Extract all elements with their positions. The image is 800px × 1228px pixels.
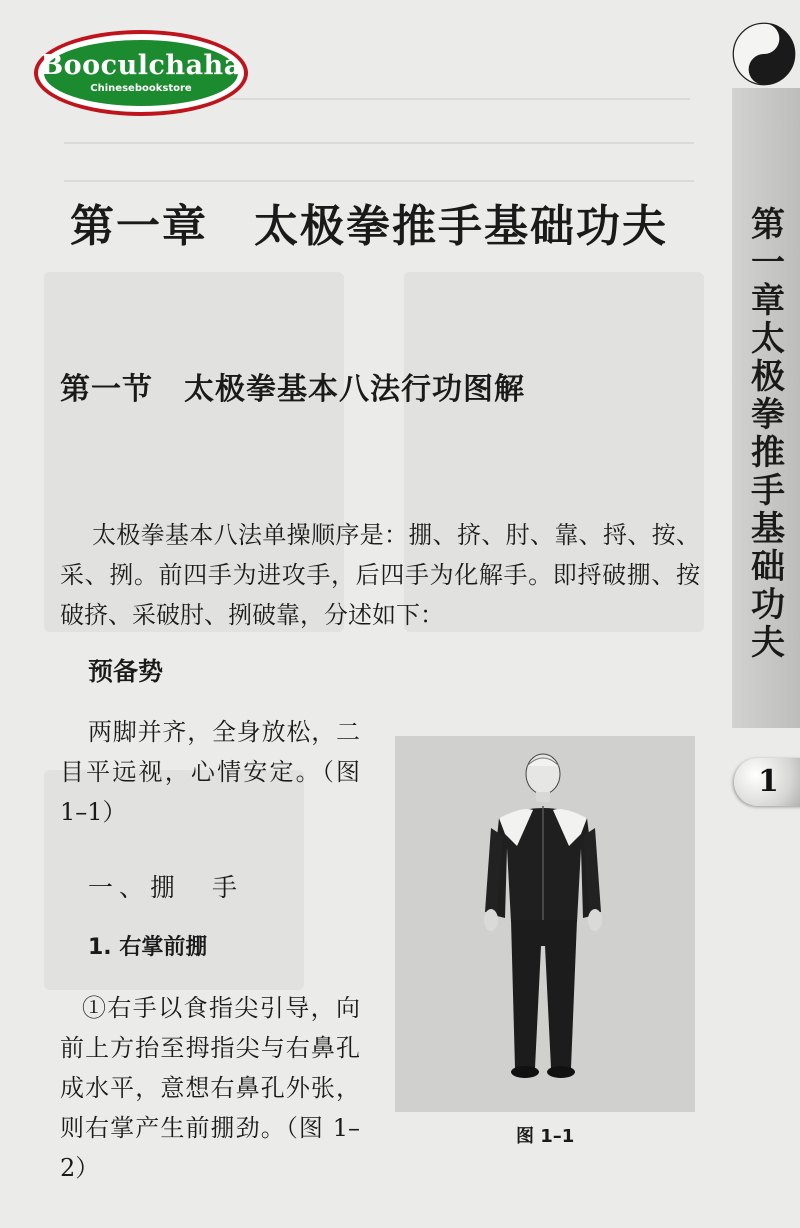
bleed-through-line (64, 142, 694, 144)
logo-title: Booculchaha (40, 50, 242, 81)
peng-subheading: 1. 右掌前掤 (88, 935, 208, 960)
page-number-tab (734, 758, 800, 806)
peng-paragraph: ①右手以食指尖引导，向前上方抬至拇指尖与右鼻孔成水平，意想右鼻孔外张，则右掌产生前掤劲。（图 1–2） (60, 994, 360, 1182)
yin-yang-icon (732, 22, 796, 86)
prep-heading: 预备势 (88, 657, 164, 686)
prep-paragraph: 两脚并齐，全身放松，二目平远视，心情安定。（图1–1） (60, 718, 360, 826)
figure-caption: 图 1–1 (516, 1126, 575, 1147)
bleed-through-line (64, 180, 694, 182)
side-tab-title: 第一章 太极拳推手基础功夫 (751, 205, 797, 663)
peng-heading: 一、掤 手 (88, 873, 244, 902)
store-logo-badge (40, 40, 242, 106)
logo-subtitle: Chinesebookstore (90, 83, 192, 94)
section-title: 第一节 太极拳基本八法行功图解 (60, 372, 525, 407)
chapter-title: 第一章 太极拳推手基础功夫 (70, 201, 668, 252)
figure-photo (395, 736, 695, 1112)
page-number: 1 (758, 764, 779, 799)
store-logo (34, 30, 248, 116)
intro-paragraph: 太极拳基本八法单操顺序是：掤、挤、肘、靠、捋、按、采、挒。前四手为进攻手，后四手为化解手。即捋破掤、按破挤、采破肘、挒破靠，分述如下： (60, 521, 700, 629)
chapter-side-tab (732, 88, 800, 728)
bleed-through-line (230, 98, 690, 100)
standing-man-figure (395, 736, 695, 1112)
